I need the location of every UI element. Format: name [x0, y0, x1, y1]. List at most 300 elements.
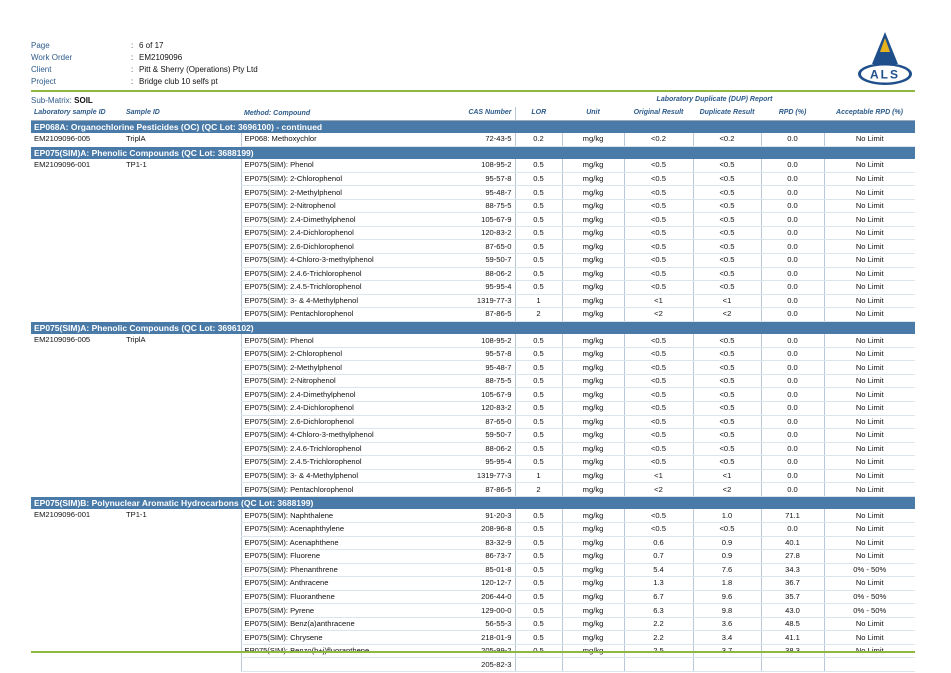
compound: EP075(SIM): 3- & 4-Methylphenol: [241, 294, 381, 308]
lor: 0.5: [515, 442, 562, 456]
lor: 0.5: [515, 617, 562, 631]
original-result: <0.5: [624, 213, 693, 227]
rpd: 0.0: [761, 172, 824, 186]
empty-cell: [562, 658, 624, 672]
acceptable-rpd: No Limit: [824, 388, 915, 402]
duplicate-result: 0.9: [693, 550, 761, 564]
lab-sample-id: EM2109096-001: [34, 160, 91, 170]
duplicate-result: <0.5: [693, 522, 761, 536]
sub-matrix-value: SOIL: [74, 96, 93, 105]
cas-number: 120-83-2: [381, 226, 515, 240]
unit: mg/kg: [562, 429, 624, 443]
compound: EP075(SIM): Pyrene: [241, 604, 381, 618]
header-row-client: [31, 64, 258, 76]
table-row: [31, 133, 915, 146]
rpd: 0.0: [761, 361, 824, 375]
original-result: <0.5: [624, 402, 693, 416]
original-result: <0.5: [624, 429, 693, 443]
original-result: 5.4: [624, 563, 693, 577]
table-row: [31, 509, 915, 522]
acceptable-rpd: No Limit: [824, 456, 915, 470]
cas-number: 105-67-9: [381, 388, 515, 402]
cas-number: 87-65-0: [381, 240, 515, 254]
lor: 0.5: [515, 456, 562, 470]
lor: 0.5: [515, 402, 562, 416]
lor: 0.5: [515, 172, 562, 186]
compound: EP075(SIM): Anthracene: [241, 577, 381, 591]
lor: 2: [515, 483, 562, 497]
cas-number: 206-44-0: [381, 590, 515, 604]
compound: EP075(SIM): Pentachlorophenol: [241, 308, 381, 322]
header-separator: :: [131, 65, 134, 74]
cas-number: 87-86-5: [381, 308, 515, 322]
original-result: <0.5: [624, 159, 693, 172]
acceptable-rpd: No Limit: [824, 550, 915, 564]
lor: 0.5: [515, 186, 562, 200]
compound: EP075(SIM): Fluoranthene: [241, 590, 381, 604]
col-header: Original Result: [624, 107, 693, 120]
lor: 0.5: [515, 254, 562, 268]
lor: 0.5: [515, 240, 562, 254]
cas-number: 205-82-3: [381, 658, 515, 672]
cas-number: 88-75-5: [381, 374, 515, 388]
cas-number: 129-00-0: [381, 604, 515, 618]
cas-number: 91-20-3: [381, 509, 515, 522]
compound: EP075(SIM): Phenanthrene: [241, 563, 381, 577]
duplicate-result: <0.5: [693, 456, 761, 470]
empty-cell: [693, 658, 761, 672]
rpd: 0.0: [761, 347, 824, 361]
original-result: <1: [624, 294, 693, 308]
compound: EP075(SIM): 2-Chlorophenol: [241, 347, 381, 361]
section-title: EP075(SIM)A: Phenolic Compounds (QC Lot: 3696102): [31, 321, 915, 334]
rpd: 0.0: [761, 483, 824, 497]
rpd: 48.5: [761, 617, 824, 631]
rpd: 0.0: [761, 429, 824, 443]
unit: mg/kg: [562, 374, 624, 388]
acceptable-rpd: No Limit: [824, 429, 915, 443]
duplicate-result: <0.5: [693, 442, 761, 456]
duplicate-result: <0.5: [693, 267, 761, 281]
duplicate-result: <0.5: [693, 213, 761, 227]
cas-number: 72-43-5: [381, 133, 515, 146]
header-row-project: [31, 76, 258, 88]
unit: mg/kg: [562, 172, 624, 186]
table-body: [31, 120, 915, 671]
original-result: <2: [624, 483, 693, 497]
lor: 0.5: [515, 522, 562, 536]
compound: EP075(SIM): 2-Chlorophenol: [241, 172, 381, 186]
rpd: 43.0: [761, 604, 824, 618]
cas-number: 87-86-5: [381, 483, 515, 497]
cas-number: 120-83-2: [381, 402, 515, 416]
duplicate-report-table: [31, 107, 915, 672]
compound: EP075(SIM): 2.6-Dichlorophenol: [241, 240, 381, 254]
original-result: 6.3: [624, 604, 693, 618]
compound: EP075(SIM): 4-Chloro-3-methylphenol: [241, 429, 381, 443]
duplicate-result: <0.5: [693, 361, 761, 375]
acceptable-rpd: No Limit: [824, 469, 915, 483]
project-value: Bridge club 10 selfs pt: [139, 77, 218, 86]
cas-number: 95-48-7: [381, 361, 515, 375]
col-header: Method: Compound: [241, 107, 381, 120]
col-header: Duplicate Result: [693, 107, 761, 120]
cas-number: 105-67-9: [381, 213, 515, 227]
header-row-page: [31, 40, 258, 52]
cas-number: 85-01-8: [381, 563, 515, 577]
lor: 0.5: [515, 334, 562, 347]
compound: [241, 658, 381, 672]
compound: EP075(SIM): Pentachlorophenol: [241, 483, 381, 497]
unit: mg/kg: [562, 456, 624, 470]
unit: mg/kg: [562, 415, 624, 429]
compound: EP075(SIM): 2.4-Dimethylphenol: [241, 388, 381, 402]
rpd: 0.0: [761, 294, 824, 308]
compound: EP075(SIM): Fluorene: [241, 550, 381, 564]
acceptable-rpd: No Limit: [824, 172, 915, 186]
unit: mg/kg: [562, 483, 624, 497]
unit: mg/kg: [562, 213, 624, 227]
acceptable-rpd: No Limit: [824, 577, 915, 591]
header-separator: :: [131, 77, 134, 86]
compound: EP075(SIM): Acenaphthylene: [241, 522, 381, 536]
page-number: 6 of 17: [139, 41, 164, 50]
compound: EP075(SIM): 2.4-Dichlorophenol: [241, 226, 381, 240]
rpd: 0.0: [761, 240, 824, 254]
rpd: 0.0: [761, 213, 824, 227]
cas-number: 95-95-4: [381, 456, 515, 470]
als-logo-icon: [856, 30, 914, 88]
compound: EP075(SIM): 2-Methylphenol: [241, 361, 381, 375]
rpd: 34.3: [761, 563, 824, 577]
lor: 0.5: [515, 347, 562, 361]
duplicate-result: <0.5: [693, 240, 761, 254]
compound: EP075(SIM): Naphthalene: [241, 509, 381, 522]
report-header: [31, 40, 258, 88]
duplicate-result: 9.8: [693, 604, 761, 618]
unit: mg/kg: [562, 550, 624, 564]
acceptable-rpd: No Limit: [824, 159, 915, 172]
compound: EP075(SIM): 2.6-Dichlorophenol: [241, 415, 381, 429]
compound: EP075(SIM): Phenol: [241, 159, 381, 172]
unit: mg/kg: [562, 631, 624, 645]
acceptable-rpd: No Limit: [824, 133, 915, 146]
cas-number: 88-75-5: [381, 199, 515, 213]
header-label: Project: [31, 77, 56, 86]
unit: mg/kg: [562, 334, 624, 347]
divider: [31, 90, 915, 92]
rpd: 36.7: [761, 577, 824, 591]
rpd: 41.1: [761, 631, 824, 645]
col-header: CAS Number: [381, 107, 515, 120]
col-header: Laboratory sample ID: [31, 107, 123, 120]
lor: 0.5: [515, 509, 562, 522]
col-header: Acceptable RPD (%): [824, 107, 915, 120]
compound: EP075(SIM): 2.4.6-Trichlorophenol: [241, 442, 381, 456]
original-result: <0.5: [624, 240, 693, 254]
section-title: EP075(SIM)A: Phenolic Compounds (QC Lot: 3688199): [31, 146, 915, 159]
original-result: <0.5: [624, 388, 693, 402]
original-result: <0.5: [624, 361, 693, 375]
duplicate-result: <1: [693, 294, 761, 308]
header-row-work-order: [31, 52, 258, 64]
lor: 0.5: [515, 361, 562, 375]
header-separator: :: [131, 41, 134, 50]
acceptable-rpd: No Limit: [824, 415, 915, 429]
sample-id: TriplA: [126, 335, 146, 345]
cas-number: 95-57-8: [381, 347, 515, 361]
original-result: 6.7: [624, 590, 693, 604]
unit: mg/kg: [562, 469, 624, 483]
section-header-row: [31, 321, 915, 334]
unit: mg/kg: [562, 604, 624, 618]
lor: 0.5: [515, 267, 562, 281]
lab-sample-id: EM2109096-005: [34, 134, 91, 144]
acceptable-rpd: No Limit: [824, 536, 915, 550]
section-title: EP075(SIM)B: Polynuclear Aromatic Hydrocarbons (QC Lot: 3688199): [31, 496, 915, 509]
acceptable-rpd: 0% - 50%: [824, 590, 915, 604]
original-result: <1: [624, 469, 693, 483]
unit: mg/kg: [562, 536, 624, 550]
lor: 0.5: [515, 159, 562, 172]
duplicate-result: <0.5: [693, 172, 761, 186]
compound: EP075(SIM): 2-Methylphenol: [241, 186, 381, 200]
duplicate-result: <0.5: [693, 374, 761, 388]
client-value: Pitt & Sherry (Operations) Pty Ltd: [139, 65, 258, 74]
unit: mg/kg: [562, 361, 624, 375]
empty-cell: [515, 658, 562, 672]
rpd: 0.0: [761, 415, 824, 429]
duplicate-result: <1: [693, 469, 761, 483]
duplicate-result: 9.6: [693, 590, 761, 604]
lor: 0.5: [515, 415, 562, 429]
cas-number: 86-73-7: [381, 550, 515, 564]
cas-number: 108-95-2: [381, 159, 515, 172]
compound: EP075(SIM): 2.4-Dichlorophenol: [241, 402, 381, 416]
section-header-row: [31, 146, 915, 159]
unit: mg/kg: [562, 347, 624, 361]
compound: EP075(SIM): Benz(a)anthracene: [241, 617, 381, 631]
rpd: 0.0: [761, 522, 824, 536]
duplicate-result: <0.5: [693, 159, 761, 172]
table-row: [31, 159, 915, 172]
original-result: <0.5: [624, 281, 693, 295]
acceptable-rpd: No Limit: [824, 254, 915, 268]
section-title: EP068A: Organochlorine Pesticides (OC) (QC Lot: 3696100) - continued: [31, 120, 915, 133]
lor: 0.5: [515, 577, 562, 591]
compound: EP075(SIM): 3- & 4-Methylphenol: [241, 469, 381, 483]
unit: mg/kg: [562, 240, 624, 254]
header-label: Work Order: [31, 53, 73, 62]
rpd: 0.0: [761, 442, 824, 456]
rpd: 35.7: [761, 590, 824, 604]
compound: EP075(SIM): Chrysene: [241, 631, 381, 645]
unit: mg/kg: [562, 226, 624, 240]
original-result: 0.6: [624, 536, 693, 550]
lor: 0.5: [515, 199, 562, 213]
duplicate-result: <2: [693, 483, 761, 497]
sample-id: TriplA: [126, 134, 146, 144]
cas-number: 218-01-9: [381, 631, 515, 645]
cas-number: 1319-77-3: [381, 294, 515, 308]
lor: 0.5: [515, 604, 562, 618]
lor: 0.5: [515, 590, 562, 604]
lor: 1: [515, 469, 562, 483]
cas-number: 88-06-2: [381, 267, 515, 281]
acceptable-rpd: No Limit: [824, 522, 915, 536]
acceptable-rpd: 0% - 50%: [824, 604, 915, 618]
rpd: 0.0: [761, 456, 824, 470]
compound: EP068: Methoxychlor: [241, 133, 381, 146]
rpd: 0.0: [761, 267, 824, 281]
lor: 0.5: [515, 536, 562, 550]
acceptable-rpd: No Limit: [824, 442, 915, 456]
duplicate-result: <0.5: [693, 388, 761, 402]
table-row: [31, 334, 915, 347]
duplicate-result: <0.5: [693, 226, 761, 240]
unit: mg/kg: [562, 267, 624, 281]
compound: EP075(SIM): 2.4.6-Trichlorophenol: [241, 267, 381, 281]
duplicate-result: <2: [693, 308, 761, 322]
lor: 2: [515, 308, 562, 322]
original-result: <0.5: [624, 254, 693, 268]
section-header-row: [31, 120, 915, 133]
header-separator: :: [131, 53, 134, 62]
acceptable-rpd: 0% - 50%: [824, 563, 915, 577]
sub-matrix-label: Sub-Matrix:: [31, 96, 72, 105]
lor: 0.5: [515, 631, 562, 645]
duplicate-result: <0.5: [693, 199, 761, 213]
duplicate-result: 1.0: [693, 509, 761, 522]
rpd: 71.1: [761, 509, 824, 522]
rpd: 0.0: [761, 133, 824, 146]
duplicate-result: <0.5: [693, 347, 761, 361]
sub-matrix: [31, 96, 93, 105]
lor: 0.5: [515, 429, 562, 443]
cas-number: 1319-77-3: [381, 469, 515, 483]
acceptable-rpd: No Limit: [824, 294, 915, 308]
unit: mg/kg: [562, 402, 624, 416]
rpd: 0.0: [761, 226, 824, 240]
rpd: 40.1: [761, 536, 824, 550]
cas-number: 120-12-7: [381, 577, 515, 591]
original-result: <0.5: [624, 267, 693, 281]
acceptable-rpd: No Limit: [824, 308, 915, 322]
unit: mg/kg: [562, 133, 624, 146]
duplicate-result: <0.5: [693, 281, 761, 295]
lor: 0.5: [515, 550, 562, 564]
duplicate-result: <0.5: [693, 254, 761, 268]
original-result: <0.5: [624, 334, 693, 347]
header-label: Page: [31, 41, 50, 50]
empty-cell: [761, 658, 824, 672]
acceptable-rpd: No Limit: [824, 281, 915, 295]
unit: mg/kg: [562, 590, 624, 604]
duplicate-result: <0.5: [693, 334, 761, 347]
duplicate-result: 1.8: [693, 577, 761, 591]
original-result: <0.5: [624, 509, 693, 522]
cas-number: 59-50-7: [381, 429, 515, 443]
compound: EP075(SIM): Acenaphthene: [241, 536, 381, 550]
rpd: 0.0: [761, 308, 824, 322]
original-result: 0.7: [624, 550, 693, 564]
original-result: 1.3: [624, 577, 693, 591]
unit: mg/kg: [562, 563, 624, 577]
sample-id: TP1-1: [126, 510, 147, 520]
lor: 0.5: [515, 226, 562, 240]
rpd: 0.0: [761, 186, 824, 200]
work-order-value: EM2109096: [139, 53, 183, 62]
original-result: <0.5: [624, 442, 693, 456]
lor: 0.5: [515, 281, 562, 295]
lor: 0.5: [515, 388, 562, 402]
acceptable-rpd: No Limit: [824, 483, 915, 497]
header-label: Client: [31, 65, 52, 74]
original-result: <0.5: [624, 456, 693, 470]
cas-number: 83-32-9: [381, 536, 515, 550]
duplicate-result: <0.5: [693, 429, 761, 443]
rpd: 0.0: [761, 402, 824, 416]
empty-cell: [824, 658, 915, 672]
original-result: 2.2: [624, 617, 693, 631]
lor: 0.5: [515, 374, 562, 388]
unit: mg/kg: [562, 577, 624, 591]
compound: EP075(SIM): 4-Chloro-3-methylphenol: [241, 254, 381, 268]
sample-id: TP1-1: [126, 160, 147, 170]
acceptable-rpd: No Limit: [824, 334, 915, 347]
acceptable-rpd: No Limit: [824, 186, 915, 200]
acceptable-rpd: No Limit: [824, 199, 915, 213]
cas-number: 59-50-7: [381, 254, 515, 268]
duplicate-result: 3.6: [693, 617, 761, 631]
lor: 0.2: [515, 133, 562, 146]
cas-number: 95-95-4: [381, 281, 515, 295]
unit: mg/kg: [562, 159, 624, 172]
unit: mg/kg: [562, 442, 624, 456]
duplicate-result: 3.4: [693, 631, 761, 645]
logo-text: ALS: [870, 67, 900, 82]
original-result: <0.5: [624, 172, 693, 186]
original-result: 2.2: [624, 631, 693, 645]
unit: mg/kg: [562, 522, 624, 536]
unit: mg/kg: [562, 199, 624, 213]
cas-number: 208-96-8: [381, 522, 515, 536]
table-header-row: [31, 107, 915, 120]
compound: EP075(SIM): 2.4.5-Trichlorophenol: [241, 456, 381, 470]
duplicate-result: <0.5: [693, 402, 761, 416]
divider: [31, 651, 915, 653]
original-result: <0.5: [624, 347, 693, 361]
acceptable-rpd: No Limit: [824, 240, 915, 254]
empty-cell: [624, 658, 693, 672]
cas-number: 108-95-2: [381, 334, 515, 347]
original-result: <0.5: [624, 226, 693, 240]
lor: 1: [515, 294, 562, 308]
acceptable-rpd: No Limit: [824, 361, 915, 375]
acceptable-rpd: No Limit: [824, 509, 915, 522]
lor: 0.5: [515, 563, 562, 577]
rpd: 27.8: [761, 550, 824, 564]
acceptable-rpd: No Limit: [824, 213, 915, 227]
compound: EP075(SIM): Phenol: [241, 334, 381, 347]
rpd: 0.0: [761, 254, 824, 268]
col-header: LOR: [515, 107, 562, 120]
rpd: 0.0: [761, 469, 824, 483]
original-result: <0.2: [624, 133, 693, 146]
unit: mg/kg: [562, 388, 624, 402]
rpd: 0.0: [761, 334, 824, 347]
lab-sample-id: EM2109096-005: [34, 335, 91, 345]
